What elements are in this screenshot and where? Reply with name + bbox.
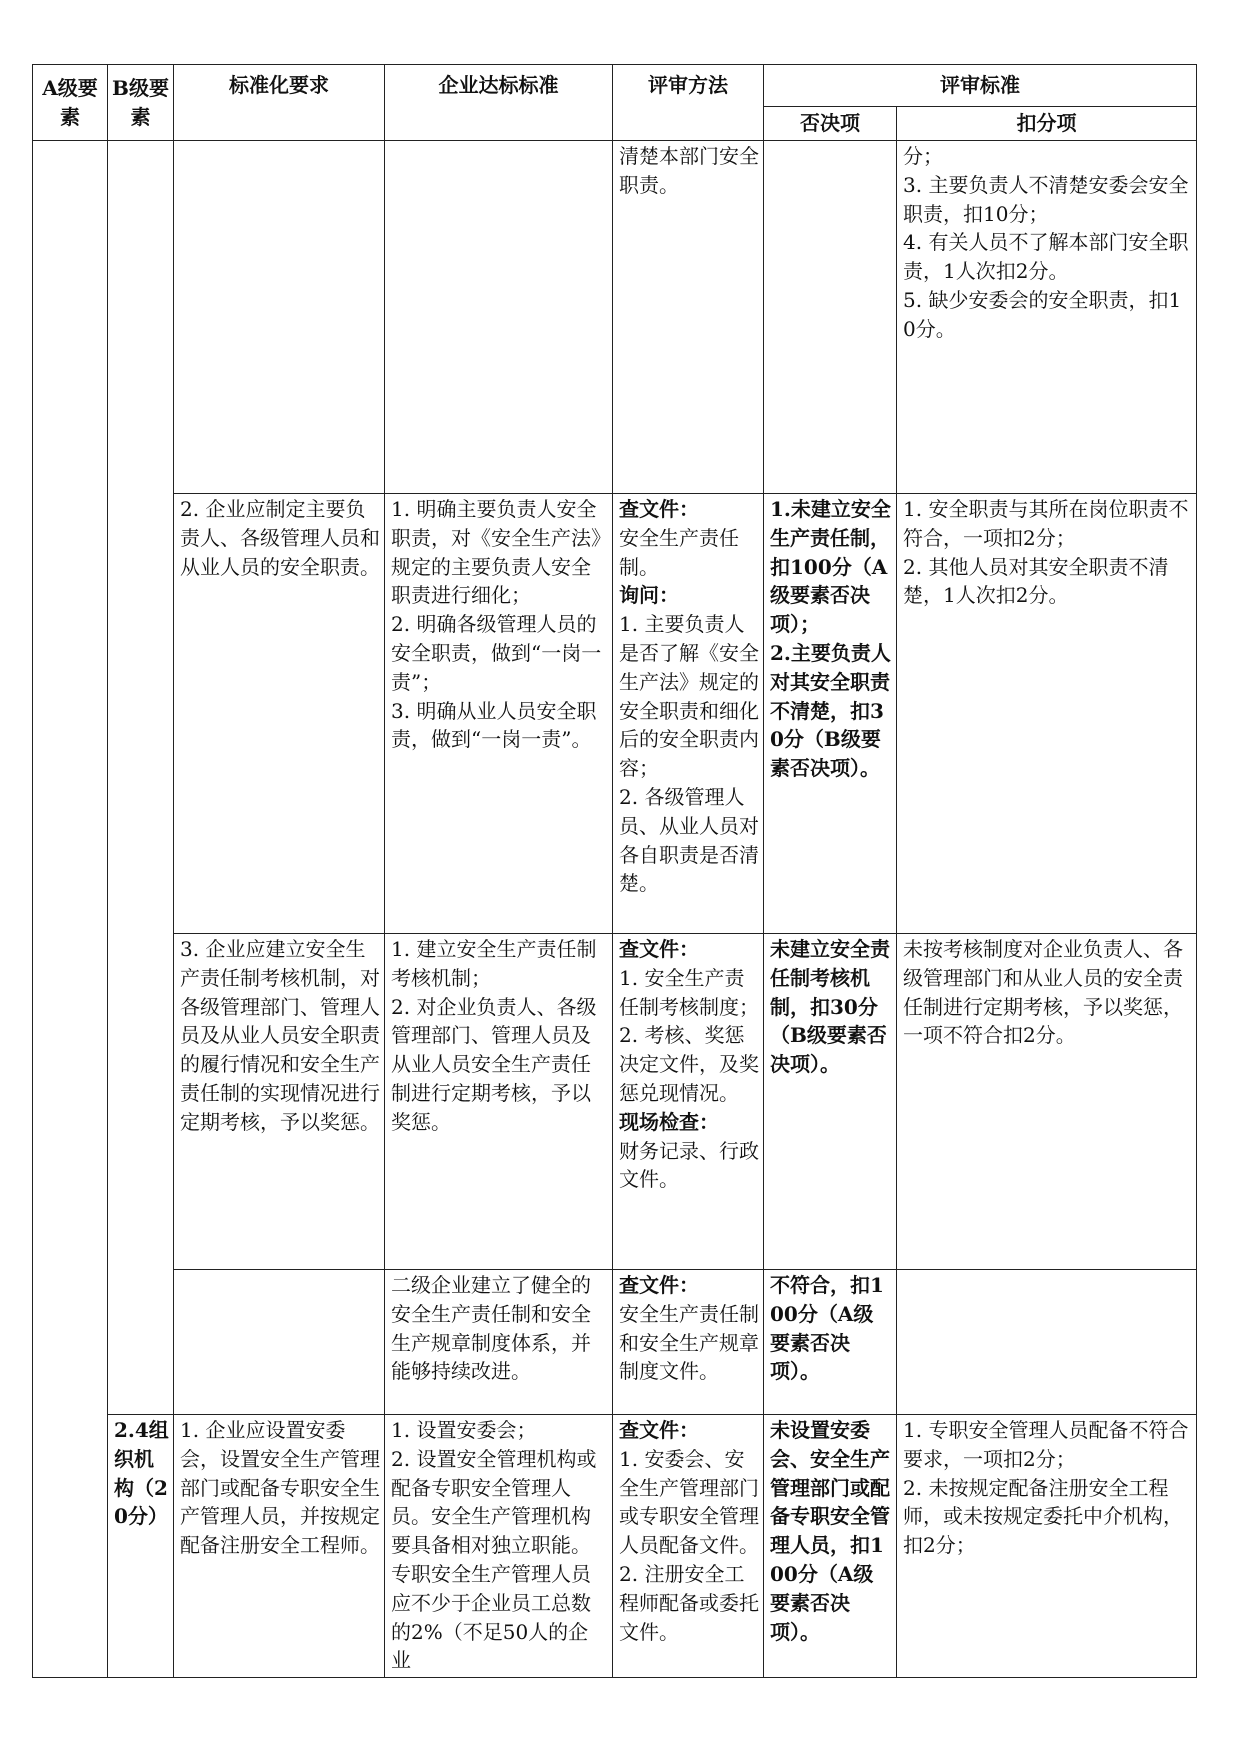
deduct-item: 1. 专职安全管理人员配备不符合要求，一项扣2分； [903, 1418, 1189, 1471]
veto-cell [764, 494, 897, 934]
method-text: 2. 各级管理人员、从业人员对各自职责是否清楚。 [619, 784, 759, 896]
deduct-cell [897, 1270, 1197, 1415]
table-row [33, 1415, 1197, 1678]
veto-cell: 未建立安全责任制考核机制，扣30分（B级要素否决项）。 [764, 934, 897, 1270]
requirement-cell: 3. 企业应建立安全生产责任制考核机制，对各级管理部门、管理人员及从业人员安全职责的履行情况和安全生产责任制的实现情况进行定期考核，予以奖惩。 [174, 934, 385, 1270]
review-method-cell [613, 934, 764, 1270]
deduct-cell [897, 1415, 1197, 1678]
method-label: 查文件： [619, 1418, 699, 1442]
method-text: 2. 考核、奖惩决定文件，及奖惩兑现情况。 [619, 1023, 759, 1105]
enterprise-standard-cell [385, 1415, 613, 1678]
deduct-item: 5. 缺少安委会的安全职责，扣10分。 [903, 287, 1182, 341]
deduct-item: 4. 有关人员不了解本部门安全职责，1人次扣2分。 [903, 230, 1189, 284]
method-text: 财务记录、行政文件。 [619, 1138, 759, 1192]
requirement-cell: 2. 企业应制定主要负责人、各级管理人员和从业人员的安全职责。 [174, 494, 385, 934]
veto-item: 1.未建立安全生产责任制，扣100分（A级要素否决项）； [770, 497, 891, 637]
review-method-cell [613, 1415, 764, 1678]
deduct-item: 2. 其他人员对其安全职责不清楚，1人次扣2分。 [903, 554, 1169, 608]
review-method-cell [613, 1270, 764, 1415]
method-text: 安全生产责任制。 [619, 525, 739, 579]
standard-item: 1. 建立安全生产责任制考核机制； [391, 937, 597, 990]
b-level-cell [108, 141, 174, 1415]
method-text: 1. 主要负责人是否了解《安全生产法》规定的安全职责和细化后的安全职责内容； [619, 612, 759, 781]
enterprise-standard-cell: 二级企业建立了健全的安全生产责任制和安全生产规章制度体系，并能够持续改进。 [385, 1270, 613, 1415]
requirement-cell: 1. 企业应设置安委会，设置安全生产管理部门或配备专职安全生产管理人员，并按规定配备注册安全工程师。 [174, 1415, 385, 1678]
standard-item: 2. 明确各级管理人员的安全职责，做到“一岗一责”； [391, 612, 602, 694]
header-veto: 否决项 [764, 107, 897, 141]
standard-item: 2. 设置安全管理机构或配备专职安全管理人员。安全生产管理机构要具备相对独立职能。专职安全生产管理人员应不少于企业员工总数的2%（不足50人的企业 [391, 1446, 597, 1673]
method-label: 查文件： [619, 1273, 699, 1297]
standard-item: 3. 明确从业人员安全职责，做到“一岗一责”。 [391, 698, 597, 752]
standards-table-page [32, 64, 1196, 1678]
standards-table [32, 64, 1197, 1678]
method-text: 安全生产责任制和安全生产规章制度文件。 [619, 1301, 759, 1384]
deduct-cell: 未按考核制度对企业负责人、各级管理部门和从业人员的安全责任制进行定期考核，予以奖惩，一项不符合扣2分。 [897, 934, 1197, 1270]
veto-cell: 不符合，扣100分（A级要素否决项）。 [764, 1270, 897, 1415]
veto-cell: 未设置安委会、安全生产管理部门或配备专职安全管理人员，扣100分（A级要素否决项）。 [764, 1415, 897, 1678]
enterprise-standard-cell [385, 494, 613, 934]
enterprise-standard-cell [385, 141, 613, 494]
table-row [33, 934, 1197, 1270]
veto-cell [764, 141, 897, 494]
method-label: 询问： [619, 583, 679, 608]
deduct-item: 3. 主要负责人不清楚安委会安全职责，扣10分； [903, 172, 1189, 226]
deduct-cell [897, 494, 1197, 934]
header-review-method: 评审方法 [613, 65, 764, 141]
method-label: 查文件： [619, 497, 699, 521]
review-method-cell [613, 141, 764, 494]
method-label: 查文件： [619, 937, 699, 961]
header-standard-requirement: 标准化要求 [174, 65, 385, 141]
table-row [33, 1270, 1197, 1415]
b-element-org-structure: 2.4组织机构（20分） [108, 1415, 174, 1678]
method-label: 现场检查： [619, 1109, 719, 1134]
veto-item: 2.主要负责人对其安全职责不清楚，扣30分（B级要素否决项）。 [770, 640, 891, 781]
header-enterprise-standard: 企业达标标准 [385, 65, 613, 141]
a-level-cell [33, 141, 108, 1678]
header-review-criteria: 评审标准 [764, 65, 1197, 107]
method-text: 1. 安委会、安全生产管理部门或专职安全管理人员配备文件。 [619, 1446, 759, 1558]
method-text: 清楚本部门安全职责。 [619, 144, 759, 197]
requirement-cell [174, 1270, 385, 1415]
deduct-item: 分； [903, 144, 943, 168]
standard-item: 1. 明确主要负责人安全职责，对《安全生产法》规定的主要负责人安全职责进行细化； [391, 497, 601, 608]
standard-item: 2. 对企业负责人、各级管理部门、管理人员及从业人员安全生产责任制进行定期考核，予以奖惩。 [391, 994, 597, 1134]
table-row [33, 494, 1197, 934]
enterprise-standard-cell [385, 934, 613, 1270]
deduct-cell [897, 141, 1197, 494]
header-a-level: A级要素 [33, 65, 108, 141]
table-row [33, 141, 1197, 494]
requirement-cell [174, 141, 385, 494]
deduct-item: 1. 安全职责与其所在岗位职责不符合，一项扣2分； [903, 497, 1189, 550]
method-text: 1. 安全生产责任制考核制度； [619, 965, 759, 1019]
header-b-level: B级要素 [108, 65, 174, 141]
header-deduct: 扣分项 [897, 107, 1197, 141]
standard-item: 1. 设置安委会； [391, 1418, 537, 1442]
method-text: 2. 注册安全工程师配备或委托文件。 [619, 1561, 759, 1644]
review-method-cell [613, 494, 764, 934]
deduct-item: 2. 未按规定配备注册安全工程师，或未按规定委托中介机构，扣2分； [903, 1475, 1183, 1558]
